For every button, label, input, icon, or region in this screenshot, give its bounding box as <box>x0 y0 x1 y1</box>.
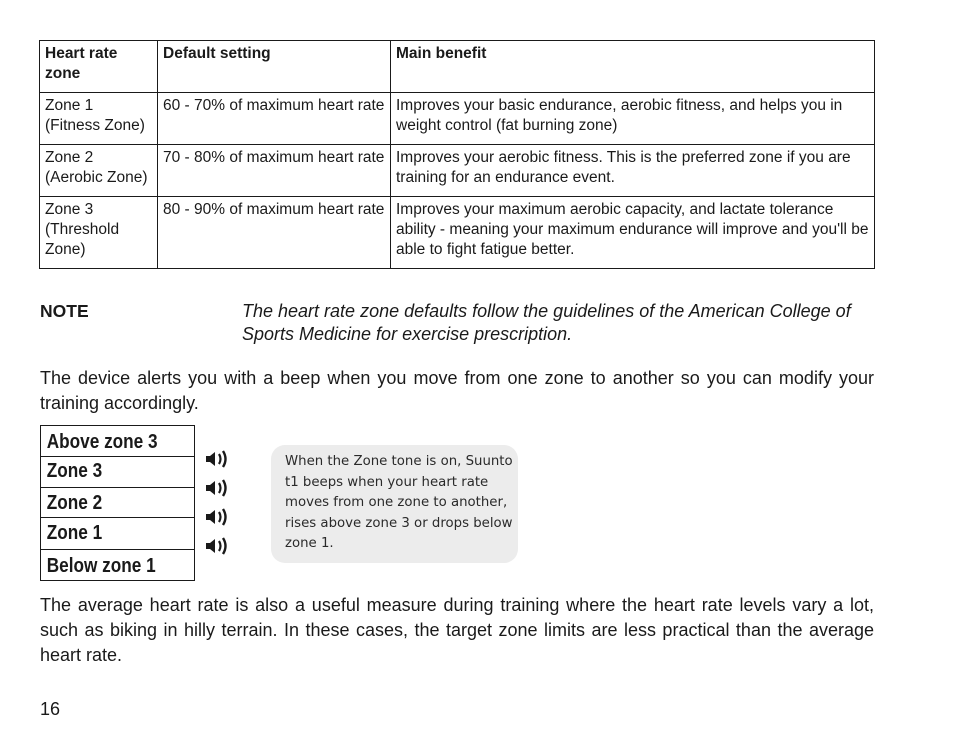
header-default-setting: Default setting <box>158 41 391 93</box>
speech-bubble-text: When the Zone tone is on, Suunto t1 beeps when your heart rate moves from one zone to another, rises above zone 3 or drops below zone 1. <box>285 454 513 551</box>
table-row <box>40 197 875 269</box>
table-row <box>40 93 875 145</box>
table-cell: Improves your aerobic fitness. This is the preferred zone if you are training for an endurance event. <box>391 145 875 197</box>
note-text: The heart rate zone defaults follow the guidelines of the American College of Sports Medicine for exercise prescription. <box>242 301 851 344</box>
speaker-beep-icon <box>204 477 232 499</box>
zone-label-above-3: Above zone 3 <box>46 431 158 453</box>
speaker-beep-icon <box>204 448 232 470</box>
table-cell: 60 - 70% of maximum heart rate <box>158 93 391 145</box>
zone-divider <box>41 487 194 488</box>
zone-label-below-1: Below zone 1 <box>46 555 156 577</box>
header-main-benefit: Main benefit <box>391 41 875 93</box>
table-cell: Zone 2 (Aerobic Zone) <box>40 145 158 197</box>
heart-rate-zone-table <box>39 40 875 269</box>
table-cell: 70 - 80% of maximum heart rate <box>158 145 391 197</box>
table-cell: Zone 1 (Fitness Zone) <box>40 93 158 145</box>
speaker-beep-icon <box>204 506 232 528</box>
header-zone: Heart rate zone <box>40 41 158 93</box>
paragraph-average-heart-rate: The average heart rate is also a useful measure during training where the heart rate levels vary a lot, such as biking in hilly terrain. In these cases, the target zone limits are less practical than the average heart rate. <box>40 595 874 665</box>
zone-divider <box>41 549 194 550</box>
table-cell: Improves your basic endurance, aerobic fitness, and helps you in weight control (fat burning zone) <box>391 93 875 145</box>
zone-label-3: Zone 3 <box>46 460 103 482</box>
paragraph-zone-alerts: The device alerts you with a beep when you move from one zone to another so you can modify your training accordingly. <box>40 368 874 413</box>
zone-label-2: Zone 2 <box>46 492 103 514</box>
table-cell: Improves your maximum aerobic capacity, and lactate tolerance ability - meaning your maximum endurance will improve and you'll be able to fight fatigue better. <box>391 197 875 269</box>
note-label: NOTE <box>40 301 89 321</box>
zone-divider <box>41 517 194 518</box>
page-number: 16 <box>40 699 61 719</box>
zone-label-1: Zone 1 <box>46 522 103 544</box>
table-cell: 80 - 90% of maximum heart rate <box>158 197 391 269</box>
table-header-row <box>40 41 875 93</box>
zone-diagram <box>40 425 195 581</box>
table-row <box>40 145 875 197</box>
speaker-beep-icon <box>204 535 232 557</box>
table-cell: Zone 3 (Threshold Zone) <box>40 197 158 269</box>
